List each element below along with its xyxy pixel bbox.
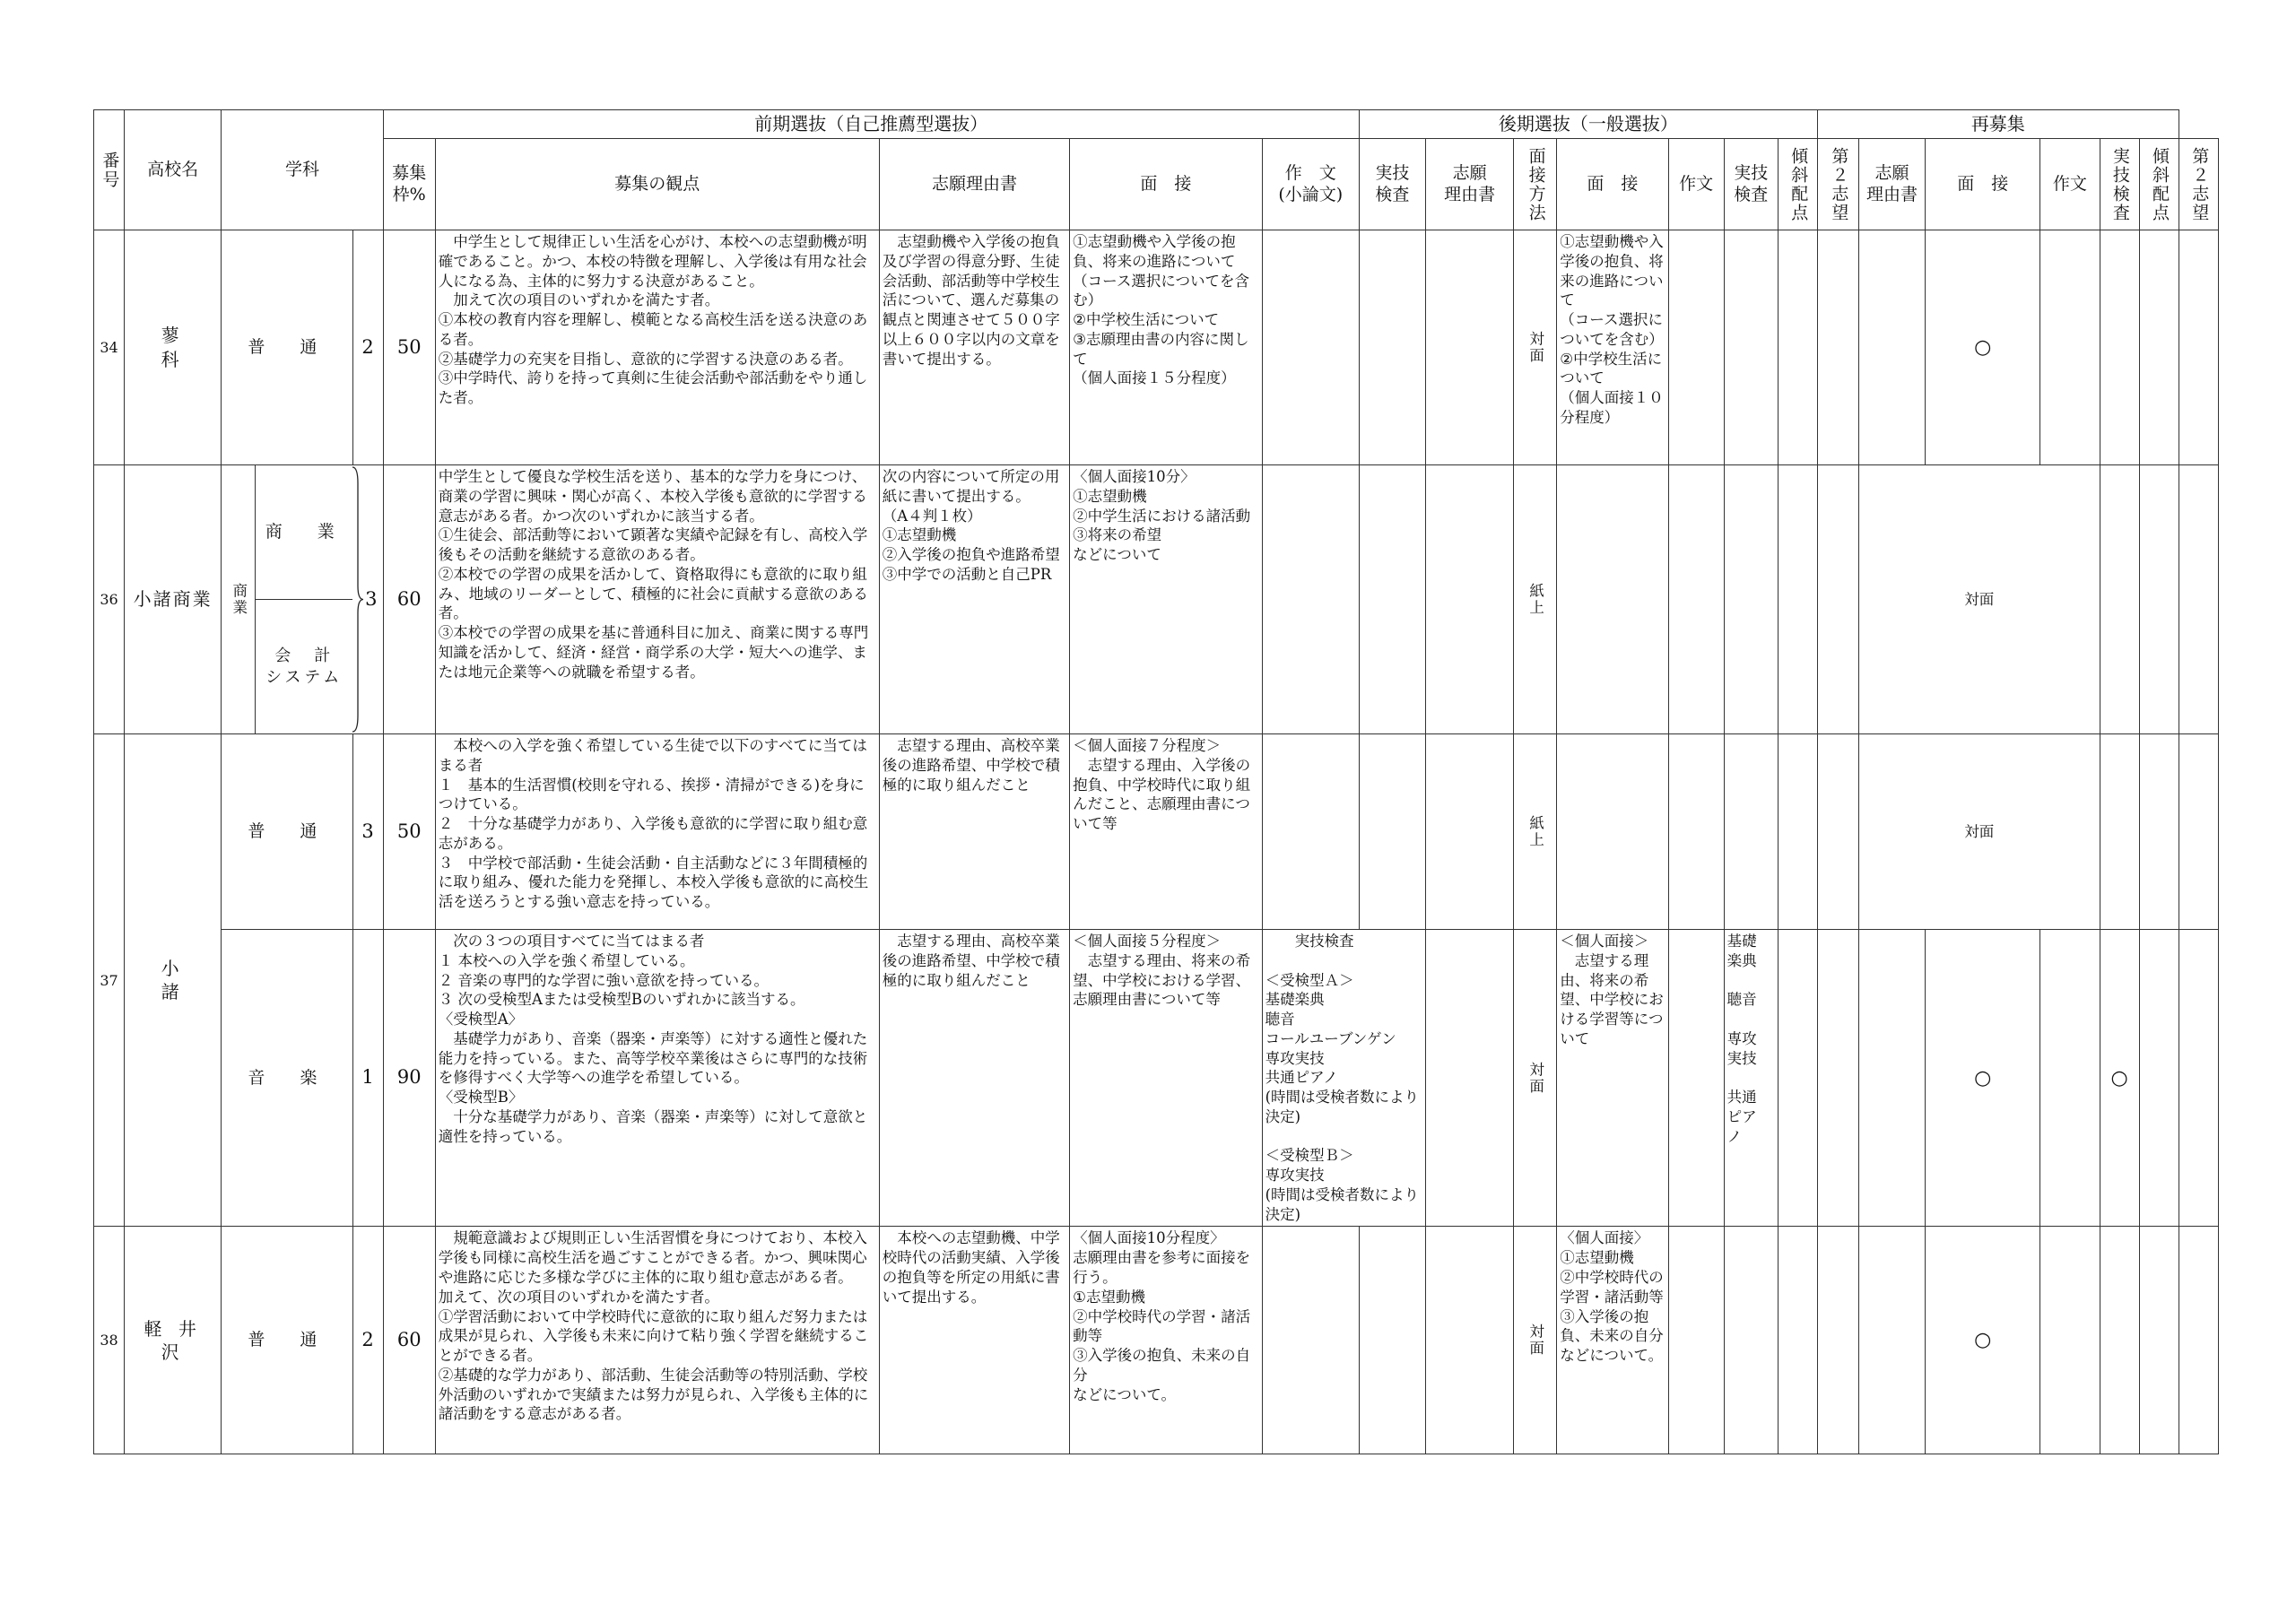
header-k-mensetsu: 面 接	[1557, 139, 1668, 230]
school-name: 小諸商業	[125, 465, 222, 734]
header-k-jitsugi: 実技 検査	[1724, 139, 1778, 230]
k-sakubun	[1668, 465, 1724, 734]
s-jitsugi	[2100, 734, 2139, 930]
s-mensetsu: ○	[1926, 930, 2040, 1227]
header-k-riyuu: 志願 理由書	[1426, 139, 1514, 230]
s-keisha	[2139, 1227, 2179, 1454]
admission-table	[93, 109, 2219, 1454]
k-sakubun	[1668, 734, 1724, 930]
riyuusho: 志望する理由、高校卒業後の進路希望、中学校で積極的に取り組んだこと	[879, 930, 1069, 1227]
dept-sub-kaikei: 会 計 システム	[256, 600, 352, 734]
riyuusho: 志望する理由、高校卒業後の進路希望、中学校で積極的に取り組んだこと	[879, 734, 1069, 930]
s-mensetsu: ○	[1926, 230, 2040, 465]
s-jitsugi: ○	[2100, 930, 2139, 1227]
sakubun	[1262, 465, 1359, 734]
k-dai2	[1817, 230, 1858, 465]
mensetsu: 〈個人面接10分程度〉 志願理由書を参考に面接を行う。 ①志望動機 ②中学校時代の学習・諸活動等 ③入学後の抱負、未来の自分 などについて。	[1070, 1227, 1262, 1454]
k-dai2	[1817, 734, 1858, 930]
header-s-sakubun: 作文	[2040, 139, 2100, 230]
s-riyuu	[1858, 1227, 1925, 1454]
header-kanten: 募集の観点	[435, 139, 879, 230]
recruit-pct: 90	[383, 930, 435, 1227]
k-jitsugi	[1724, 230, 1778, 465]
s-mensetsu: ○	[1926, 1227, 2040, 1454]
s-mensetsu: 対面	[1858, 465, 2100, 734]
k-jitsugi	[1724, 734, 1778, 930]
header-sakubun: 作 文 (小論文)	[1262, 139, 1359, 230]
k-sakubun	[1668, 230, 1724, 465]
jitsugi	[1359, 465, 1425, 734]
k-method: 対面	[1514, 930, 1557, 1227]
header-k-dai2: 第２志望	[1817, 139, 1858, 230]
s-dai2	[2179, 465, 2218, 734]
recruit-kanten: 規範意識および規則正しい生活習慣を身につけており、本校入学後も同様に高校生活を過ごすことができる者。かつ、興味関心や進路に応じた多様な学びに主体的に取り組む意志がある者。 加えて、次の項目のいずれかを満たす者。 ①学習活動において中学校時代に意欲的に取り組んだ努力または成果が見られ、入学後も未来に向けて粘り強く学習を継続することができる者。 ②基礎的な学力があり、部活動、生徒会活動等の特別活動、学校外活動のいずれかで実績または努力が見られ、入学後も主体的に諸活動をする意志がある者。	[435, 1227, 879, 1454]
mensetsu: 〈個人面接10分〉 ①志望動機 ②中学生活における諸活動 ③将来の希望 などについて	[1070, 465, 1262, 734]
k-keisha	[1778, 734, 1817, 930]
riyuusho: 志望動機や入学後の抱負及び学習の得意分野、生徒会活動、部活動等中学校生活について、選んだ募集の観点と関連させて５００字以上６００字以内の文章を書いて提出する。	[879, 230, 1069, 465]
k-mensetsu	[1557, 734, 1668, 930]
k-riyuu	[1426, 734, 1514, 930]
s-jitsugi	[2100, 1227, 2139, 1454]
jitsugi	[1359, 1227, 1425, 1454]
header-kouki-group: 後期選抜（一般選抜）	[1359, 110, 1817, 139]
dept-sub-shougyou: 商 業	[256, 465, 352, 600]
s-keisha	[2139, 930, 2179, 1227]
table-row	[94, 1227, 2219, 1454]
dept-name: 普 通	[222, 1227, 352, 1454]
recruit-pct: 60	[383, 465, 435, 734]
sakubun	[1262, 734, 1359, 930]
header-riyuusho: 志願理由書	[879, 139, 1069, 230]
mensetsu: ＜個人面接５分程度＞ 志望する理由、将来の希望、中学校における学習、志願理由書について等	[1070, 930, 1262, 1227]
dept-name: 音 楽	[222, 930, 352, 1227]
k-method: 紙上	[1514, 465, 1557, 734]
table-row	[94, 230, 2219, 465]
dept-name: 普 通	[222, 230, 352, 465]
recruit-pct: 60	[383, 1227, 435, 1454]
jitsugi	[1359, 734, 1425, 930]
recruit-kanten: 本校への入学を強く希望している生徒で以下のすべてに当てはまる者 １ 基本的生活習慣(校則を守れる、挨拶・清掃ができる)を身につけている。 ２ 十分な基礎学力があり、入学後も意欲的に学習に取り組む意志がある。 ３ 中学校で部活動・生徒会活動・自主活動などに３年間積極的に取り組み、優れた能力を発揮し、本校入学後も意欲的に高校生活を送ろうとする強い意志を持っている。	[435, 734, 879, 930]
sakubun-jitsugi: 実技検査 ＜受検型Ａ＞ 基礎楽典 聴音 コールユーブンゲン 専攻実技 共通ピアノ (時間は受検者数により決定) ＜受検型Ｂ＞ 専攻実技 (時間は受検者数により決定)	[1262, 930, 1425, 1227]
k-sakubun	[1668, 1227, 1724, 1454]
k-jitsugi	[1724, 465, 1778, 734]
s-mensetsu: 対面	[1858, 734, 2100, 930]
s-keisha	[2139, 230, 2179, 465]
sakubun	[1262, 1227, 1359, 1454]
k-keisha	[1778, 230, 1817, 465]
header-dept: 学科	[222, 110, 383, 230]
s-sakubun	[2040, 230, 2100, 465]
header-s-mensetsu: 面 接	[1926, 139, 2040, 230]
table-row	[94, 465, 2219, 600]
k-method: 対面	[1514, 230, 1557, 465]
recruit-kanten: 中学生として規律正しい生活を心がけ、本校への志望動機が明確であること。かつ、本校の特徴を理解し、入学後は有用な社会人になる為、主体的に努力する決意があること。 加えて次の項目のいずれかを満たす者。 ①本校の教育内容を理解し、模範となる高校生活を送る決意のある者。 ②基礎学力の充実を目指し、意欲的に学習する決意のある者。 ③中学時代、誇りを持って真剣に生徒会活動や部活動をやり通した者。	[435, 230, 879, 465]
k-keisha	[1778, 465, 1817, 734]
school-num: 36	[94, 465, 125, 734]
recruit-count: 3	[352, 465, 383, 734]
recruit-pct: 50	[383, 734, 435, 930]
k-riyuu	[1426, 1227, 1514, 1454]
header-s-keisha: 傾斜配点	[2139, 139, 2179, 230]
mensetsu: ①志望動機や入学後の抱負、将来の進路について （コース選択についてを含む） ②中学校生活について ③志願理由書の内容に関して （個人面接１５分程度）	[1070, 230, 1262, 465]
k-riyuu	[1426, 230, 1514, 465]
k-riyuu	[1426, 930, 1514, 1227]
school-name: 小 諸	[125, 734, 222, 1227]
header-school: 高校名	[125, 110, 222, 230]
recruit-pct: 50	[383, 230, 435, 465]
header-s-riyuu: 志願 理由書	[1858, 139, 1925, 230]
riyuusho: 本校への志望動機、中学校時代の活動実績、入学後の抱負等を所定の用紙に書いて提出する。	[879, 1227, 1069, 1454]
k-mensetsu	[1557, 465, 1668, 734]
s-dai2	[2179, 1227, 2218, 1454]
jitsugi	[1359, 230, 1425, 465]
s-dai2	[2179, 734, 2218, 930]
header-s-dai2: 第２志望	[2179, 139, 2218, 230]
school-num: 37	[94, 734, 125, 1227]
brace-icon	[352, 465, 364, 733]
header-saiboshu-group: 再募集	[1817, 110, 2179, 139]
school-num: 34	[94, 230, 125, 465]
k-riyuu	[1426, 465, 1514, 734]
header-k-sakubun: 作文	[1668, 139, 1724, 230]
k-jitsugi	[1724, 1227, 1778, 1454]
header-mensetsu: 面 接	[1070, 139, 1262, 230]
recruit-kanten: 中学生として優良な学校生活を送り、基本的な学力を身につけ、商業の学習に興味・関心が高く、本校入学後も意欲的に学習する意志がある者。かつ次のいずれかに該当する者。 ①生徒会、部活動等において顕著な実績や記録を有し、高校入学後もその活動を継続する意欲のある者。 ②本校での学習の成果を活かして、資格取得にも意欲的に取り組み、地域のリーダーとして、積極的に社会に貢献する意欲のある者。 ③本校での学習の成果を基に普通科目に加え、商業に関する専門知識を活かして、経済・経営・商学系の大学・短大への進学、または地元企業等への就職を希望する者。	[435, 465, 879, 734]
s-riyuu	[1858, 230, 1925, 465]
header-k-method: 面接方法	[1514, 139, 1557, 230]
recruit-count: 3	[352, 734, 383, 930]
k-method: 紙上	[1514, 734, 1557, 930]
sakubun	[1262, 230, 1359, 465]
s-dai2	[2179, 930, 2218, 1227]
k-mensetsu: ＜個人面接＞ 志望する理由、将来の希望、中学校における学習等について	[1557, 930, 1668, 1227]
recruit-count: 2	[352, 1227, 383, 1454]
s-riyuu	[1858, 930, 1925, 1227]
k-mensetsu: 〈個人面接〉 ①志望動機 ②中学校時代の学習・諸活動等 ③入学後の抱負、未来の自分 などについて。	[1557, 1227, 1668, 1454]
header-pct: 募集枠%	[383, 139, 435, 230]
s-keisha	[2139, 465, 2179, 734]
table-row	[94, 930, 2219, 1227]
k-sakubun	[1668, 930, 1724, 1227]
header-jitsugi: 実技 検査	[1359, 139, 1425, 230]
s-sakubun	[2040, 930, 2100, 1227]
riyuusho: 次の内容について所定の用紙に書いて提出する。 （A４判１枚） ①志望動機 ②入学後の抱負や進路希望 ③中学での活動と自己PR	[879, 465, 1069, 734]
header-s-jitsugi: 実技検査	[2100, 139, 2139, 230]
dept-parent: 商業	[222, 465, 256, 734]
k-dai2	[1817, 1227, 1858, 1454]
k-mensetsu: ①志望動機や入学後の抱負、将来の進路について （コース選択についてを含む） ②中学校生活について （個人面接１０分程度）	[1557, 230, 1668, 465]
school-name: 軽 井 沢	[125, 1227, 222, 1454]
k-keisha	[1778, 930, 1817, 1227]
mensetsu: ＜個人面接７分程度＞ 志望する理由、入学後の抱負、中学校時代に取り組んだこと、志願理由書について等	[1070, 734, 1262, 930]
header-zenki-group: 前期選抜（自己推薦型選抜）	[383, 110, 1359, 139]
header-num: 番号	[94, 110, 125, 230]
s-sakubun	[2040, 1227, 2100, 1454]
s-jitsugi	[2100, 465, 2139, 734]
k-dai2	[1817, 930, 1858, 1227]
header-k-keisha: 傾斜配点	[1778, 139, 1817, 230]
recruit-kanten: 次の３つの項目すべてに当てはまる者 １ 本校への入学を強く希望している。 ２ 音楽の専門的な学習に強い意欲を持っている。 ３ 次の受検型Aまたは受検型Bのいずれかに該当する。 〈受検型A〉 基礎学力があり、音楽（器楽・声楽等）に対する適性と優れた能力を持っている。また、高等学校卒業後はさらに専門的な技術を修得すべく大学等への進学を希望している。 〈受検型B〉 十分な基礎学力があり、音楽（器楽・声楽等）に対して意欲と適性を持っている。	[435, 930, 879, 1227]
k-keisha	[1778, 1227, 1817, 1454]
table-row	[94, 734, 2219, 930]
school-num: 38	[94, 1227, 125, 1454]
recruit-count: 2	[352, 230, 383, 465]
school-name: 蓼 科	[125, 230, 222, 465]
k-dai2	[1817, 465, 1858, 734]
dept-name: 普 通	[222, 734, 352, 930]
s-jitsugi	[2100, 230, 2139, 465]
s-keisha	[2139, 734, 2179, 930]
k-jitsugi: 基礎 楽典 聴音 専攻 実技 共通 ピア ノ	[1724, 930, 1778, 1227]
k-method: 対面	[1514, 1227, 1557, 1454]
recruit-count: 1	[352, 930, 383, 1227]
s-dai2	[2179, 230, 2218, 465]
